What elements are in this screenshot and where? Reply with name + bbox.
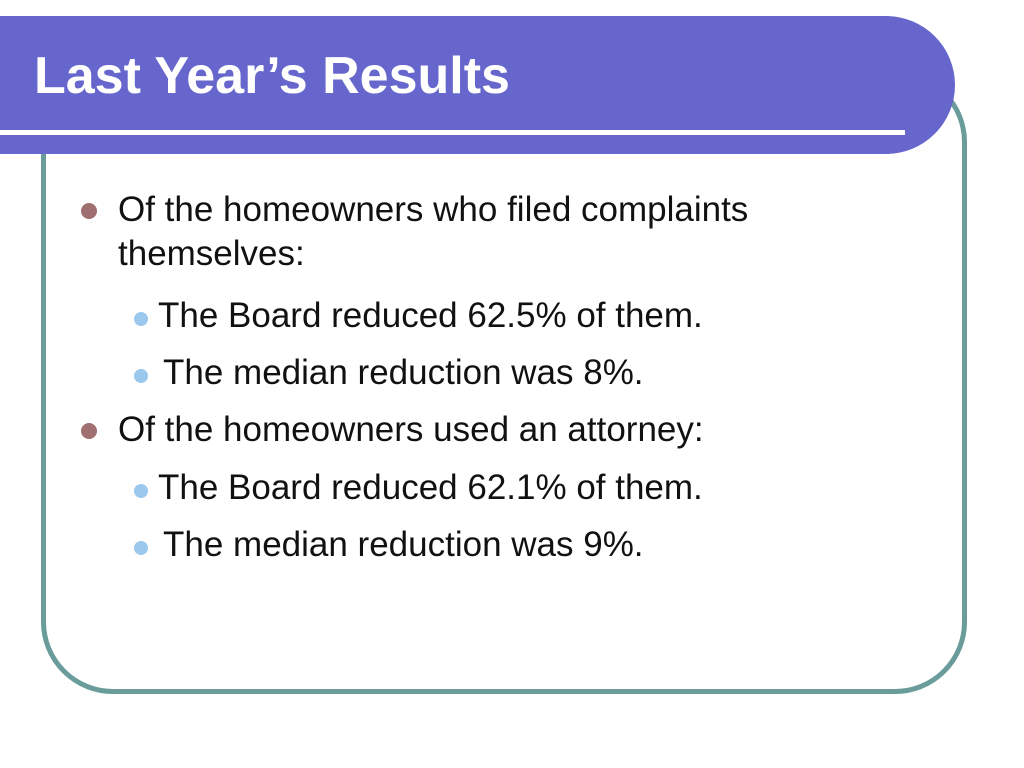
sub-bullet-attorney-reduced: The Board reduced 62.1% of them. <box>158 468 703 507</box>
sub-bullet-dot <box>134 312 148 326</box>
sub-bullet-attorney-median: The median reduction was 9%. <box>163 525 644 564</box>
sub-bullet-self-reduced: The Board reduced 62.5% of them. <box>158 296 703 335</box>
sub-bullet-dot <box>134 484 148 498</box>
sub-bullet-dot <box>134 369 148 383</box>
sub-bullet-self-median: The median reduction was 8%. <box>163 353 644 392</box>
bullet-self-filed: Of the homeowners who filed complaints themselves: <box>118 188 878 276</box>
slide-title: Last Year’s Results <box>34 47 510 105</box>
bullet-attorney: Of the homeowners used an attorney: <box>118 408 878 452</box>
sub-bullet-dot <box>134 541 148 555</box>
